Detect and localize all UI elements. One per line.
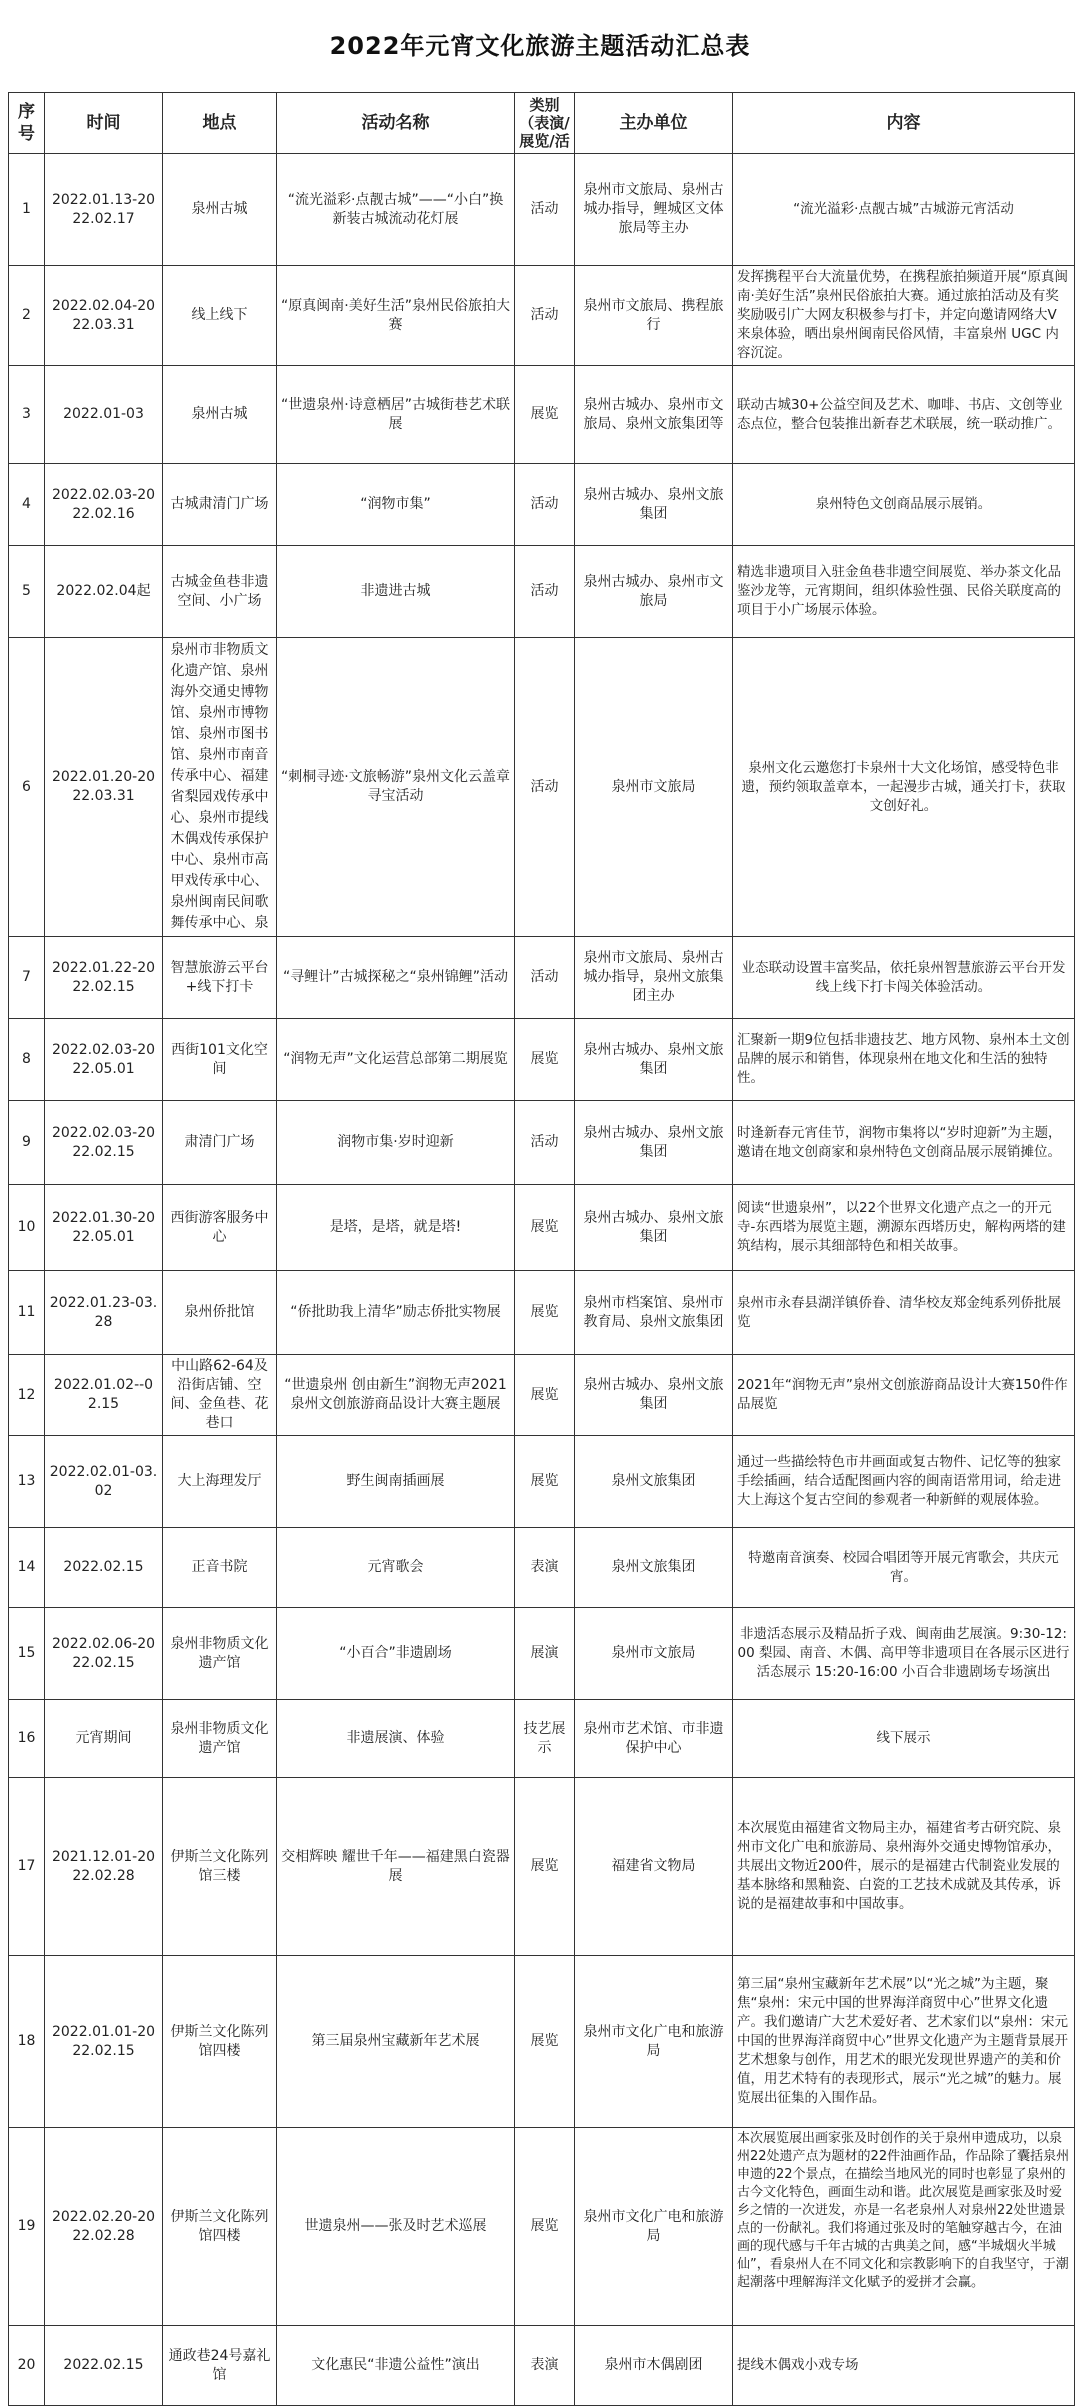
header-time: 时间 bbox=[45, 93, 163, 154]
table-row bbox=[9, 1778, 1075, 1956]
cell-time: 2022.01.22-2022.02.15 bbox=[45, 937, 163, 1019]
header-name: 活动名称 bbox=[277, 93, 515, 154]
cell-no: 3 bbox=[9, 366, 45, 464]
cell-time: 2022.02.06-2022.02.15 bbox=[45, 1608, 163, 1700]
table-row bbox=[9, 1019, 1075, 1101]
cell-time: 2022.02.01-03.02 bbox=[45, 1436, 163, 1528]
cell-time: 2022.01.30-2022.05.01 bbox=[45, 1185, 163, 1271]
table-row bbox=[9, 1528, 1075, 1608]
cell-content: 非遗活态展示及精品折子戏、闽南曲艺展演。9:30-12:00 梨园、南音、木偶、高甲等非遗项目在各展示区进行活态展示 15:20-16:00 小百合非遗剧场专场演出 bbox=[733, 1608, 1075, 1700]
cell-place: 大上海理发厅 bbox=[163, 1436, 277, 1528]
cell-place: 西街游客服务中心 bbox=[163, 1185, 277, 1271]
cell-name: “流光溢彩·点靓古城”——“小白”换新装古城流动花灯展 bbox=[277, 154, 515, 266]
cell-name: “侨批助我上清华”励志侨批实物展 bbox=[277, 1271, 515, 1355]
cell-host: 泉州古城办、泉州文旅集团 bbox=[575, 1355, 733, 1436]
cell-place: 泉州非物质文化遗产馆 bbox=[163, 1700, 277, 1778]
cell-type: 展览 bbox=[515, 1956, 575, 2128]
cell-time: 2022.01.13-2022.02.17 bbox=[45, 154, 163, 266]
table-row bbox=[9, 1355, 1075, 1436]
cell-time: 2022.02.03-2022.05.01 bbox=[45, 1019, 163, 1101]
cell-no: 2 bbox=[9, 266, 45, 366]
table-header-row bbox=[9, 93, 1075, 154]
table-row bbox=[9, 1700, 1075, 1778]
cell-host: 泉州市艺术馆、市非遗保护中心 bbox=[575, 1700, 733, 1778]
header-content: 内容 bbox=[733, 93, 1075, 154]
cell-place: 肃清门广场 bbox=[163, 1101, 277, 1185]
table-row bbox=[9, 1608, 1075, 1700]
cell-name: 润物市集·岁时迎新 bbox=[277, 1101, 515, 1185]
cell-content: 线下展示 bbox=[733, 1700, 1075, 1778]
cell-no: 14 bbox=[9, 1528, 45, 1608]
table-row bbox=[9, 1101, 1075, 1185]
cell-name: 文化惠民“非遗公益性”演出 bbox=[277, 2326, 515, 2406]
cell-host: 泉州市文旅局、泉州古城办指导，鲤城区文体旅局等主办 bbox=[575, 154, 733, 266]
activity-table bbox=[8, 92, 1075, 2406]
cell-host: 泉州市文旅局 bbox=[575, 638, 733, 937]
cell-content: 本次展览由福建省文物局主办，福建省考古研究院、泉州市文化广电和旅游局、泉州海外交通史博物馆承办，共展出文物近200件，展示的是福建古代制瓷业发展的基本脉络和黑釉瓷、白瓷的工艺技术成就及其传承，诉说的是福建故事和中国故事。 bbox=[733, 1778, 1075, 1956]
cell-name: 交相辉映 耀世千年——福建黑白瓷器展 bbox=[277, 1778, 515, 1956]
cell-type: 活动 bbox=[515, 937, 575, 1019]
cell-content: 本次展览展出画家张及时创作的关于泉州申遗成功，以泉州22处遗产点为题材的22件油画作品，作品除了囊括泉州申遗的22个景点，在描绘当地风光的同时也彰显了泉州的古今文化特色，画面生动和谐。此次展览是画家张及时爱乡之情的一次迸发，亦是一名老泉州人对泉州22处世遗景点的一份献礼。我们将通过张及时的笔触穿越古今，在油画的现代感与千年古城的古典美之间，感“半城烟火半城仙”，看泉州人在不同文化和宗教影响下的自我坚守，于潮起潮落中理解海洋文化赋予的爱拼才会赢。 bbox=[733, 2128, 1075, 2326]
cell-type: 表演 bbox=[515, 1528, 575, 1608]
cell-type: 活动 bbox=[515, 266, 575, 366]
table-row bbox=[9, 1956, 1075, 2128]
cell-place: 线上线下 bbox=[163, 266, 277, 366]
cell-host: 泉州市文化广电和旅游局 bbox=[575, 2128, 733, 2326]
cell-name: “世遗泉州 创由新生”润物无声2021泉州文创旅游商品设计大赛主题展 bbox=[277, 1355, 515, 1436]
cell-host: 泉州文旅集团 bbox=[575, 1436, 733, 1528]
cell-content: 泉州特色文创商品展示展销。 bbox=[733, 464, 1075, 546]
cell-content: 时逢新春元宵佳节，润物市集将以“岁时迎新”为主题，邀请在地文创商家和泉州特色文创商品展示展销摊位。 bbox=[733, 1101, 1075, 1185]
cell-host: 泉州古城办、泉州文旅集团 bbox=[575, 464, 733, 546]
cell-content: 提线木偶戏小戏专场 bbox=[733, 2326, 1075, 2406]
cell-host: 泉州文旅集团 bbox=[575, 1528, 733, 1608]
cell-no: 1 bbox=[9, 154, 45, 266]
cell-host: 泉州古城办、泉州市文旅局 bbox=[575, 546, 733, 638]
header-host: 主办单位 bbox=[575, 93, 733, 154]
cell-place: 泉州古城 bbox=[163, 154, 277, 266]
cell-name: 世遗泉州——张及时艺术巡展 bbox=[277, 2128, 515, 2326]
table-row bbox=[9, 2128, 1075, 2326]
cell-type: 展演 bbox=[515, 1608, 575, 1700]
table-row bbox=[9, 2326, 1075, 2406]
cell-content: “流光溢彩·点靓古城”古城游元宵活动 bbox=[733, 154, 1075, 266]
cell-no: 13 bbox=[9, 1436, 45, 1528]
cell-content: 精选非遗项目入驻金鱼巷非遗空间展览、举办茶文化品鉴沙龙等，元宵期间，组织体验性强、民俗关联度高的项目于小广场展示体验。 bbox=[733, 546, 1075, 638]
cell-time: 2022.02.03-2022.02.15 bbox=[45, 1101, 163, 1185]
cell-content: 联动古城30+公益空间及艺术、咖啡、书店、文创等业态点位，整合包装推出新春艺术联展，统一联动推广。 bbox=[733, 366, 1075, 464]
cell-time: 2021.12.01-2022.02.28 bbox=[45, 1778, 163, 1956]
cell-place: 古城肃清门广场 bbox=[163, 464, 277, 546]
cell-type: 展览 bbox=[515, 1778, 575, 1956]
cell-no: 18 bbox=[9, 1956, 45, 2128]
table-row bbox=[9, 638, 1075, 937]
cell-name: “润物无声”文化运营总部第二期展览 bbox=[277, 1019, 515, 1101]
cell-no: 16 bbox=[9, 1700, 45, 1778]
cell-place: 正音书院 bbox=[163, 1528, 277, 1608]
cell-no: 17 bbox=[9, 1778, 45, 1956]
cell-place: 伊斯兰文化陈列馆四楼 bbox=[163, 1956, 277, 2128]
cell-content: 2021年“润物无声”泉州文创旅游商品设计大赛150件作品展览 bbox=[733, 1355, 1075, 1436]
cell-time: 2022.01.01-2022.02.15 bbox=[45, 1956, 163, 2128]
cell-no: 10 bbox=[9, 1185, 45, 1271]
cell-no: 5 bbox=[9, 546, 45, 638]
cell-time: 2022.01-03 bbox=[45, 366, 163, 464]
cell-type: 技艺展示 bbox=[515, 1700, 575, 1778]
table-row bbox=[9, 937, 1075, 1019]
cell-no: 7 bbox=[9, 937, 45, 1019]
table-row bbox=[9, 1185, 1075, 1271]
cell-no: 20 bbox=[9, 2326, 45, 2406]
cell-host: 泉州古城办、泉州文旅集团 bbox=[575, 1185, 733, 1271]
header-no: 序号 bbox=[9, 93, 45, 154]
cell-no: 15 bbox=[9, 1608, 45, 1700]
cell-name: “寻鲤计”古城探秘之“泉州锦鲤”活动 bbox=[277, 937, 515, 1019]
cell-place: 中山路62-64及沿街店铺、空间、金鱼巷、花巷口 bbox=[163, 1355, 277, 1436]
cell-host: 泉州市文旅局、泉州古城办指导，泉州文旅集团主办 bbox=[575, 937, 733, 1019]
cell-place: 伊斯兰文化陈列馆三楼 bbox=[163, 1778, 277, 1956]
cell-content: 汇聚新一期9位包括非遗技艺、地方风物、泉州本土文创品牌的展示和销售，体现泉州在地文化和生活的独特性。 bbox=[733, 1019, 1075, 1101]
cell-content: 阅读“世遗泉州”，以22个世界文化遗产点之一的开元寺-东西塔为展览主题，溯源东西塔历史，解构两塔的建筑结构，展示其细部特色和相关故事。 bbox=[733, 1185, 1075, 1271]
cell-no: 8 bbox=[9, 1019, 45, 1101]
table-row bbox=[9, 366, 1075, 464]
cell-time: 2022.02.15 bbox=[45, 1528, 163, 1608]
cell-type: 展览 bbox=[515, 1271, 575, 1355]
cell-host: 泉州市档案馆、泉州市教育局、泉州文旅集团 bbox=[575, 1271, 733, 1355]
cell-type: 活动 bbox=[515, 1101, 575, 1185]
cell-time: 2022.02.03-2022.02.16 bbox=[45, 464, 163, 546]
cell-host: 泉州古城办、泉州文旅集团 bbox=[575, 1101, 733, 1185]
cell-name: “世遗泉州·诗意栖居”古城街巷艺术联展 bbox=[277, 366, 515, 464]
cell-time: 2022.01.02--02.15 bbox=[45, 1355, 163, 1436]
cell-type: 展览 bbox=[515, 1019, 575, 1101]
cell-no: 4 bbox=[9, 464, 45, 546]
cell-name: “刺桐寻迹·文旅畅游”泉州文化云盖章寻宝活动 bbox=[277, 638, 515, 937]
cell-type: 展览 bbox=[515, 1355, 575, 1436]
cell-content: 特邀南音演奏、校园合唱团等开展元宵歌会，共庆元宵。 bbox=[733, 1528, 1075, 1608]
cell-host: 泉州市文旅局 bbox=[575, 1608, 733, 1700]
cell-host: 泉州古城办、泉州市文旅局、泉州文旅集团等 bbox=[575, 366, 733, 464]
cell-time: 元宵期间 bbox=[45, 1700, 163, 1778]
cell-type: 活动 bbox=[515, 546, 575, 638]
cell-time: 2022.01.23-03.28 bbox=[45, 1271, 163, 1355]
cell-place: 泉州侨批馆 bbox=[163, 1271, 277, 1355]
cell-place: 泉州古城 bbox=[163, 366, 277, 464]
table-row bbox=[9, 1436, 1075, 1528]
header-type: 类别（表演/展览/活 bbox=[515, 93, 575, 154]
cell-name: 非遗进古城 bbox=[277, 546, 515, 638]
cell-content: 泉州文化云邀您打卡泉州十大文化场馆，感受特色非遗，预约领取盖章本，一起漫步古城，通关打卡，获取文创好礼。 bbox=[733, 638, 1075, 937]
cell-type: 展览 bbox=[515, 366, 575, 464]
cell-time: 2022.02.04-2022.03.31 bbox=[45, 266, 163, 366]
cell-type: 活动 bbox=[515, 638, 575, 937]
cell-no: 12 bbox=[9, 1355, 45, 1436]
cell-time: 2022.01.20-2022.03.31 bbox=[45, 638, 163, 937]
cell-place: 西街101文化空间 bbox=[163, 1019, 277, 1101]
cell-time: 2022.02.04起 bbox=[45, 546, 163, 638]
cell-no: 11 bbox=[9, 1271, 45, 1355]
cell-content: 第三届“泉州宝藏新年艺术展”以“光之城”为主题，聚焦“泉州：宋元中国的世界海洋商贸中心”世界文化遗产。我们邀请广大艺术爱好者、艺术家们以“泉州：宋元中国的世界海洋商贸中心”世界文化遗产为主题背景展开艺术想象与创作，用艺术的眼光发现世界遗产的美和价值，用艺术特有的表现形式，展示“光之城”的魅力。展览展出征集的入围作品。 bbox=[733, 1956, 1075, 2128]
cell-host: 泉州市文旅局、携程旅行 bbox=[575, 266, 733, 366]
cell-no: 9 bbox=[9, 1101, 45, 1185]
table-row bbox=[9, 154, 1075, 266]
cell-type: 展览 bbox=[515, 2128, 575, 2326]
cell-name: “润物市集” bbox=[277, 464, 515, 546]
table-row bbox=[9, 546, 1075, 638]
cell-no: 19 bbox=[9, 2128, 45, 2326]
document-title: 2022年元宵文化旅游主题活动汇总表 bbox=[329, 32, 751, 60]
cell-content: 泉州市永春县湖洋镇侨眷、清华校友郑金纯系列侨批展览 bbox=[733, 1271, 1075, 1355]
cell-type: 展览 bbox=[515, 1185, 575, 1271]
cell-name: 是塔，是塔，就是塔! bbox=[277, 1185, 515, 1271]
cell-name: 第三届泉州宝藏新年艺术展 bbox=[277, 1956, 515, 2128]
cell-place: 通政巷24号嘉礼馆 bbox=[163, 2326, 277, 2406]
cell-host: 泉州市木偶剧团 bbox=[575, 2326, 733, 2406]
cell-type: 活动 bbox=[515, 154, 575, 266]
table-body bbox=[9, 154, 1075, 2406]
cell-no: 6 bbox=[9, 638, 45, 937]
cell-content: 发挥携程平台大流量优势，在携程旅拍频道开展“原真闽南·美好生活”泉州民俗旅拍大赛。通过旅拍活动及有奖奖励吸引广大网友积极参与打卡，并定向邀请网络大V来泉体验，晒出泉州闽南民俗风情，丰富泉州 UGC 内容沉淀。 bbox=[733, 266, 1075, 366]
cell-place: 泉州市非物质文化遗产馆、泉州海外交通史博物馆、泉州市博物馆、泉州市图书馆、泉州市南音传承中心、福建省梨园戏传承中心、泉州市提线木偶戏传承保护中心、泉州市高甲戏传承中心、泉州闽南民间歌舞传承中心、泉 bbox=[163, 638, 277, 937]
cell-time: 2022.02.20-2022.02.28 bbox=[45, 2128, 163, 2326]
table-row bbox=[9, 464, 1075, 546]
cell-name: 非遗展演、体验 bbox=[277, 1700, 515, 1778]
table-row bbox=[9, 1271, 1075, 1355]
cell-name: “小百合”非遗剧场 bbox=[277, 1608, 515, 1700]
cell-type: 活动 bbox=[515, 464, 575, 546]
cell-place: 古城金鱼巷非遗空间、小广场 bbox=[163, 546, 277, 638]
cell-type: 表演 bbox=[515, 2326, 575, 2406]
cell-type: 展览 bbox=[515, 1436, 575, 1528]
cell-host: 泉州市文化广电和旅游局 bbox=[575, 1956, 733, 2128]
header-place: 地点 bbox=[163, 93, 277, 154]
cell-place: 泉州非物质文化遗产馆 bbox=[163, 1608, 277, 1700]
cell-place: 智慧旅游云平台+线下打卡 bbox=[163, 937, 277, 1019]
cell-host: 泉州古城办、泉州文旅集团 bbox=[575, 1019, 733, 1101]
cell-name: “原真闽南·美好生活”泉州民俗旅拍大赛 bbox=[277, 266, 515, 366]
cell-time: 2022.02.15 bbox=[45, 2326, 163, 2406]
table-row bbox=[9, 266, 1075, 366]
cell-name: 野生闽南插画展 bbox=[277, 1436, 515, 1528]
cell-content: 业态联动设置丰富奖品，依托泉州智慧旅游云平台开发线上线下打卡闯关体验活动。 bbox=[733, 937, 1075, 1019]
cell-place: 伊斯兰文化陈列馆四楼 bbox=[163, 2128, 277, 2326]
cell-host: 福建省文物局 bbox=[575, 1778, 733, 1956]
cell-content: 通过一些描绘特色市井画面或复古物件、记忆等的独家手绘插画，结合适配图画内容的闽南语常用词，给走进大上海这个复古空间的参观者一种新鲜的观展体验。 bbox=[733, 1436, 1075, 1528]
cell-name: 元宵歌会 bbox=[277, 1528, 515, 1608]
